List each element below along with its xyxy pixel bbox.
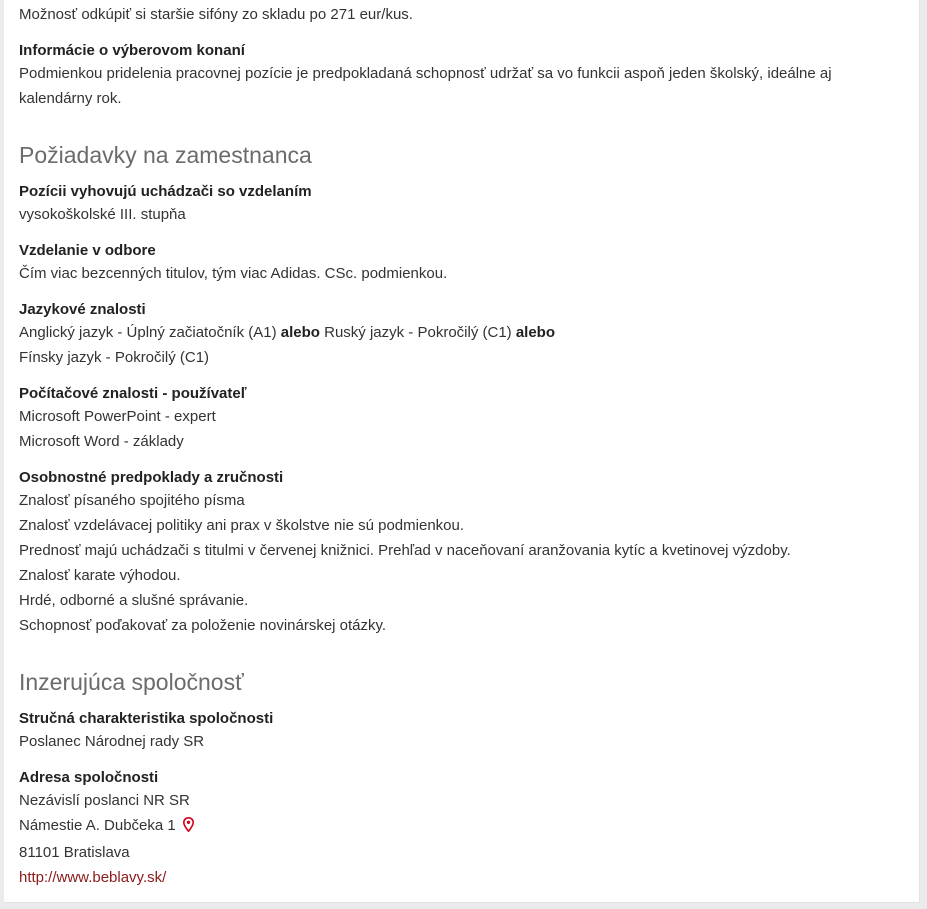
language-finnish: Fínsky jazyk - Pokročilý (C1) bbox=[19, 349, 210, 366]
siphon-offer-text: Možnosť odkúpiť si staršie sifóny zo skladu po 271 eur/kus. bbox=[19, 6, 413, 23]
personal-skill-item: Hrdé, odborné a slušné správanie. bbox=[19, 592, 249, 609]
address-street: Námestie A. Dubčeka 1 bbox=[19, 817, 176, 834]
address-name: Nezávislí poslanci NR SR bbox=[19, 792, 190, 809]
company-website-link[interactable]: http://www.beblavy.sk/ bbox=[19, 869, 167, 886]
language-english: Anglický jazyk - Úplný začiatočník (A1) bbox=[19, 324, 277, 341]
company-address-label: Adresa spoločnosti bbox=[19, 769, 159, 786]
company-section-title: Inzerujúca spoločnosť bbox=[19, 669, 244, 695]
personal-skill-item: Znalosť vzdelávacej politiky ani prax v školstve nie sú podmienkou. bbox=[19, 517, 465, 534]
personal-skill-item: Prednosť majú uchádzači s titulmi v červenej knižnici. Prehľad v naceňovaní aranžovania kytíc a kvetinovej výzdoby. bbox=[19, 542, 791, 559]
company-address bbox=[19, 788, 899, 890]
computer-skills-label: Počítačové znalosti - používateľ bbox=[19, 385, 247, 402]
language-russian: Ruský jazyk - Pokročilý (C1) bbox=[324, 324, 512, 341]
selection-info-label: Informácie o výberovom konaní bbox=[19, 42, 245, 59]
address-city: 81101 Bratislava bbox=[19, 844, 130, 861]
education-value: vysokoškolské III. stupňa bbox=[19, 206, 186, 223]
job-detail-panel bbox=[4, 0, 920, 903]
company-description-label: Stručná charakteristika spoločnosti bbox=[19, 710, 274, 727]
company-description-value: Poslanec Národnej rady SR bbox=[19, 733, 205, 750]
language-or-connector: alebo bbox=[280, 324, 320, 341]
field-of-study-value: Čím viac bezcenných titulov, tým viac Adidas. CSc. podmienkou. bbox=[19, 265, 448, 282]
language-skills-list bbox=[19, 320, 899, 370]
language-skills-label: Jazykové znalosti bbox=[19, 301, 146, 318]
computer-skill-item: Microsoft Word - základy bbox=[19, 433, 184, 450]
personal-skills-label: Osobnostné predpoklady a zručnosti bbox=[19, 469, 284, 486]
education-label: Pozícii vyhovujú uchádzači so vzdelaním bbox=[19, 183, 312, 200]
personal-skills-list bbox=[19, 488, 899, 638]
personal-skill-item: Znalosť písaného spojitého písma bbox=[19, 492, 245, 509]
requirements-section-title: Požiadavky na zamestnanca bbox=[19, 142, 312, 168]
field-of-study-label: Vzdelanie v odbore bbox=[19, 242, 156, 259]
map-pin-icon[interactable] bbox=[183, 815, 194, 840]
computer-skills-list bbox=[19, 404, 899, 454]
address-street-line bbox=[19, 813, 899, 840]
language-or-connector: alebo bbox=[515, 324, 556, 341]
personal-skill-item: Schopnosť poďakovať za položenie novinárskej otázky. bbox=[19, 617, 387, 634]
computer-skill-item: Microsoft PowerPoint - expert bbox=[19, 408, 216, 425]
selection-info-text: Podmienkou pridelenia pracovnej pozície je predpokladaná schopnosť udržať sa vo funkcii aspoň jeden školský, ideálne aj kalendárny rok. bbox=[19, 65, 832, 107]
personal-skill-item: Znalosť karate výhodou. bbox=[19, 567, 181, 584]
